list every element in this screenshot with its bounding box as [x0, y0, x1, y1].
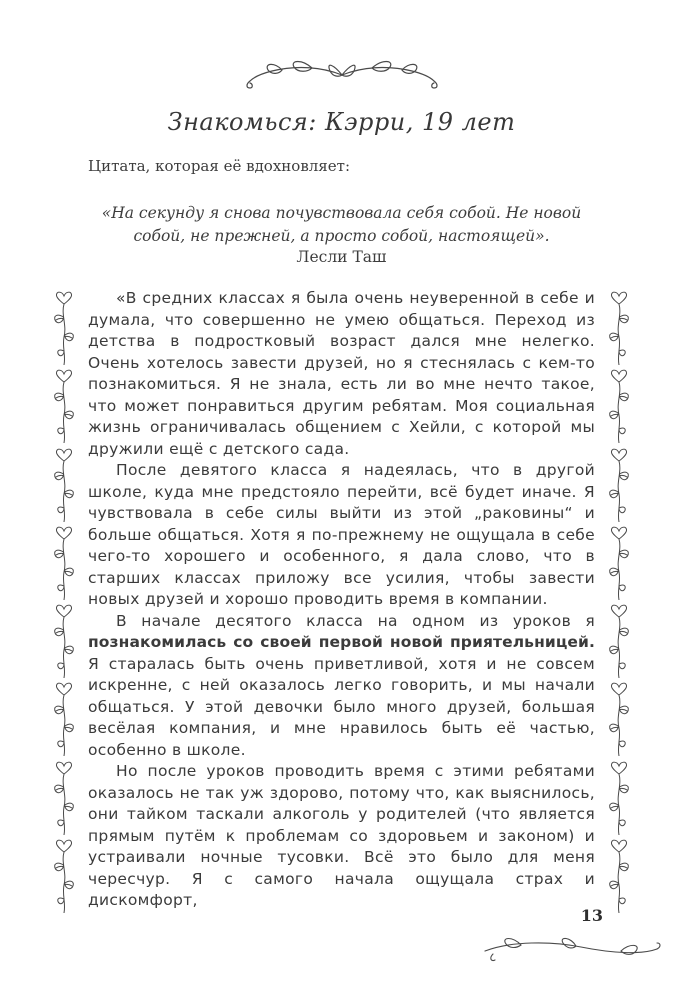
text-run: После девятого класса я надеялась, что в другой школе, куда мне предстояло перейти, всё будет иначе. Я чувствовала в себе силы выйти из этой „раковины“ и больше общаться. Хотя я по-прежнему не ощущала в себе чего-то хорошего и особенного, я дала слово, что в старших классах приложу все усилия, чтобы завести новых друзей и хорошо проводить время в компании. [88, 461, 595, 608]
quote-intro: Цитата, которая её вдохновляет: [88, 157, 350, 175]
vine-motif-icon [607, 444, 631, 522]
left-vine-ornament [52, 287, 76, 913]
vine-motif-icon [52, 678, 76, 756]
top-flourish-ornament [242, 56, 442, 92]
vine-motif-icon [607, 522, 631, 600]
bottom-flourish-ornament [481, 932, 661, 964]
vine-motif-icon [607, 600, 631, 678]
vine-motif-icon [52, 522, 76, 600]
text-run: Но после уроков проводить время с этими ребятами оказалось не так уж здорово, потому что, как выяснилось, они тайком таскали алкоголь у родителей (что является прямым путём к проблемам со здоровьем и законом) и устраивали ночные тусовки. Всё это было для меня чересчур. Я с самого начала ощущала страх и дискомфорт, [88, 762, 595, 909]
vine-motif-icon [607, 835, 631, 913]
vine-motif-icon [52, 287, 76, 365]
vine-motif-icon [52, 365, 76, 443]
paragraph [88, 288, 595, 460]
quote-text: «На секунду я снова почувствовала себя собой. Не новой собой, не прежней, а просто собой, настоящей». [101, 204, 582, 245]
text-run: Я старалась быть очень приветливой, хотя и не совсем искренне, с ней оказалось легко говорить, и мы начали общаться. У этой девочки было много друзей, большая весёлая компания, и мне нравилось быть её частью, особенно в школе. [88, 654, 595, 759]
vine-motif-icon [607, 365, 631, 443]
text-run: «В средних классах я была очень неуверенной в себе и думала, что совершенно не умею общаться. Переход из детства в подростковый возраст дался мне нелегко. Очень хотелось завести друзей, но я стеснялась с кем-то познакомиться. Я не знала, есть ли во мне нечто такое, что может понравиться другим ребятам. Моя социальная жизнь ограничивалась общением с Хейли, с которой мы дружили ещё с детского сада. [88, 289, 595, 458]
paragraph [88, 761, 595, 912]
vine-motif-icon [52, 835, 76, 913]
vine-motif-icon [52, 757, 76, 835]
vine-motif-icon [607, 287, 631, 365]
vine-motif-icon [52, 600, 76, 678]
quote-author: Лесли Таш [296, 248, 387, 266]
vine-motif-icon [607, 678, 631, 756]
bold-emphasis: познакомилась со своей первой новой приятельницей. [88, 633, 595, 651]
vine-motif-icon [52, 444, 76, 522]
right-vine-ornament [607, 287, 631, 913]
page-number: 13 [580, 906, 603, 925]
vine-motif-icon [607, 757, 631, 835]
body-text [88, 288, 595, 912]
text-run: В начале десятого класса на одном из уроков я [116, 611, 595, 630]
paragraph [88, 460, 595, 611]
chapter-title: Знакомься: Кэрри, 19 лет [167, 108, 516, 136]
paragraph [88, 611, 595, 762]
